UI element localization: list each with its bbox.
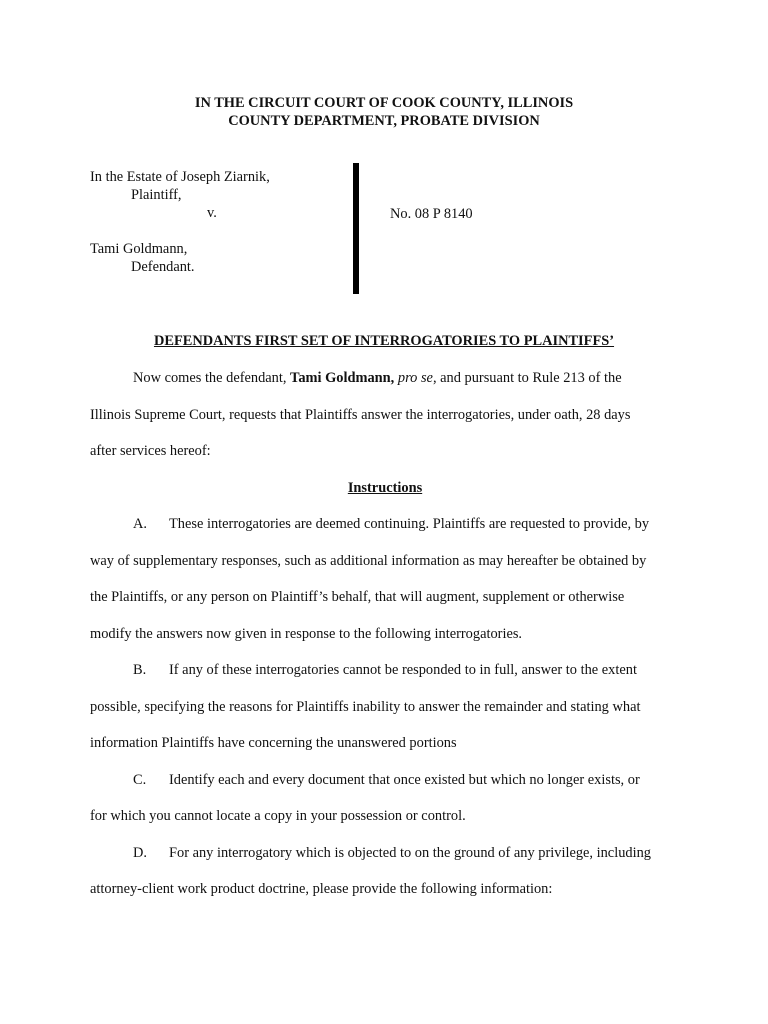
instruction-letter: C.: [133, 771, 147, 788]
instruction-d-line-2: attorney-client work product doctrine, please provide the following information:: [90, 881, 553, 897]
court-header: [0, 94, 768, 130]
court-name: IN THE CIRCUIT COURT OF COOK COUNTY, ILLINOIS: [194, 95, 574, 111]
instruction-d-line-1: [90, 844, 680, 881]
instruction-a-line-2: way of supplementary responses, such as additional information as may hereafter be obtained by: [90, 552, 647, 569]
intro-text: , and pursuant to Rule 213 of the: [432, 370, 622, 386]
instruction-a-line-3: the Plaintiffs, or any person on Plaintiff’s behalf, that will augment, supplement or otherwise: [90, 589, 625, 605]
defendant-role: Defendant.: [131, 259, 195, 275]
case-caption-parties: [90, 168, 270, 276]
case-number: No. 08 P 8140: [390, 206, 473, 222]
caption-divider-bar: [353, 163, 359, 294]
instruction-b-line-2: possible, specifying the reasons for Plaintiffs inability to answer the remainder and stating what: [90, 698, 641, 715]
instruction-c-line-2: for which you cannot locate a copy in your possession or control.: [90, 808, 466, 824]
defendant-name-bold: Tami Goldmann,: [290, 370, 395, 386]
plaintiff-name: In the Estate of Joseph Ziarnik,: [90, 169, 270, 185]
instructions-heading: Instructions: [347, 479, 423, 496]
instruction-text: These interrogatories are deemed continuing. Plaintiffs are requested to provide, by: [169, 516, 650, 532]
instruction-text: If any of these interrogatories cannot be responded to in full, answer to the extent: [169, 662, 637, 678]
instruction-text: Identify each and every document that once existed but which no longer exists, or: [169, 771, 640, 788]
intro-line-1: [90, 369, 680, 406]
intro-line-2: Illinois Supreme Court, requests that Plaintiffs answer the interrogatories, under oath, 28 days: [90, 406, 631, 423]
instruction-text: For any interrogatory which is objected to on the ground of any privilege, including: [169, 844, 651, 861]
court-division: COUNTY DEPARTMENT, PROBATE DIVISION: [228, 113, 540, 129]
versus: v.: [207, 205, 217, 221]
instruction-a-line-4: modify the answers now given in response to the following interrogatories.: [90, 625, 523, 642]
pro-se-italic: pro se: [397, 370, 433, 386]
intro-text: Now comes the defendant,: [133, 370, 291, 386]
intro-line-3: after services hereof:: [90, 443, 211, 459]
instruction-c-line-1: [90, 771, 680, 808]
document-body: [90, 369, 680, 917]
instruction-a-line-1: [90, 515, 680, 552]
instruction-b-line-1: [90, 661, 680, 698]
caption-spacer: [90, 222, 270, 240]
plaintiff-role: Plaintiff,: [131, 187, 182, 203]
document-title: DEFENDANTS FIRST SET OF INTERROGATORIES TO PLAINTIFFS’: [153, 333, 615, 349]
instruction-letter: B.: [133, 662, 147, 678]
defendant-name: Tami Goldmann,: [90, 241, 188, 257]
instruction-letter: A.: [133, 516, 147, 532]
instruction-letter: D.: [133, 844, 147, 861]
instruction-b-line-3: information Plaintiffs have concerning the unanswered portions: [90, 735, 457, 751]
